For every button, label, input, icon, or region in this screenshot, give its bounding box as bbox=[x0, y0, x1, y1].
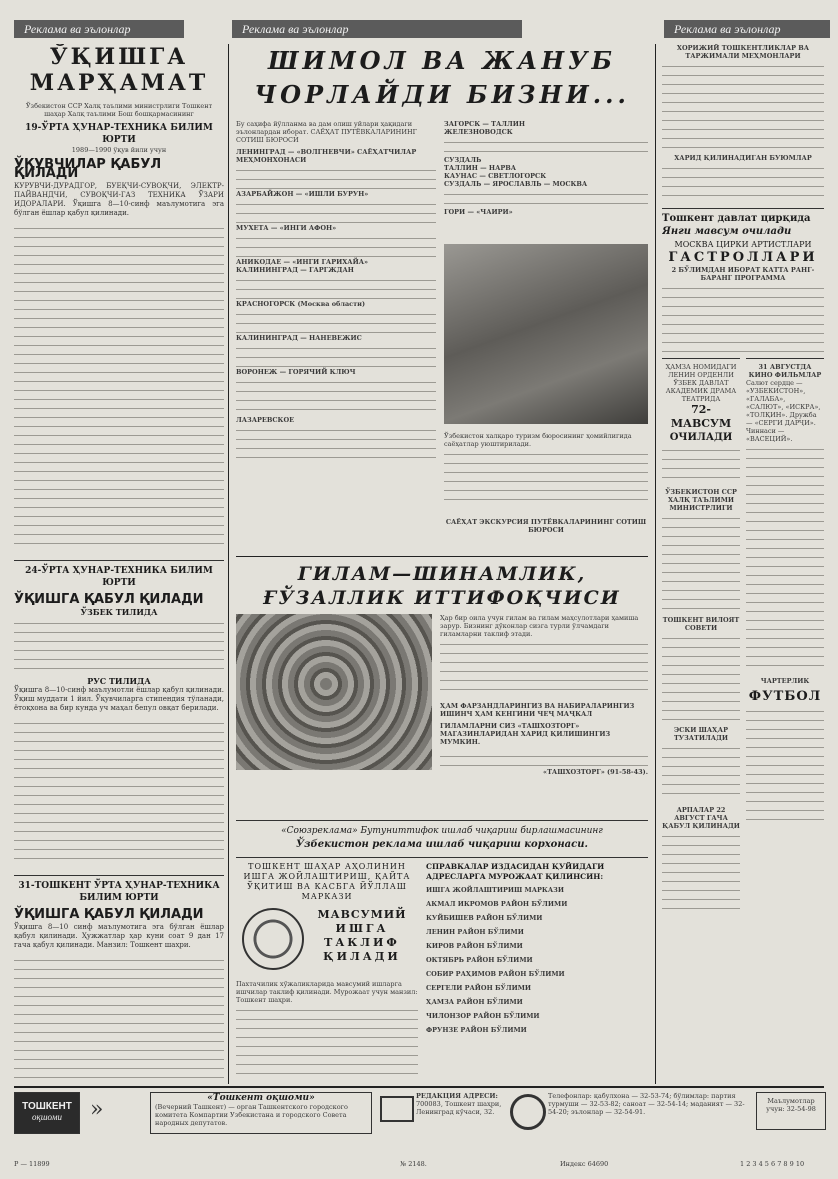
route-item: ЛЕНИНГРАД — «ВОЛГНЕВЧИ» САЁҲАТЧИЛАР МЕҲМОНХОНАСИ bbox=[236, 148, 417, 164]
circus-prog: 2 БЎЛИМДАН ИБОРАТ КАТТА РАНГ-БАРАНГ ПРОГРАММА bbox=[671, 266, 815, 282]
headline-marhamat: МАРҲАМАТ bbox=[29, 70, 209, 96]
admit2-uzbek-lines bbox=[14, 617, 224, 677]
districts-head: СПРАВКАЛАР ИЗДАСИДАН ҚУЙИДАГИ АДРЕСЛАРГА МУРОЖААТ ҚИЛИНСИН: bbox=[426, 862, 605, 881]
route-details bbox=[236, 232, 436, 258]
jobs-org: ТОШКЕНТ ШАҲАР АҲОЛИНИН ИШГА ЖОЙЛАШТИРИШ, ҚАЙТА ЎҚИТИШ ВА КАСБГА ЙЎЛЛАШ МАРКАЗИ bbox=[243, 862, 411, 901]
theatre-name: ҲАМЗА НОМИДАГИ ЛЕНИН ОРДЕНЛИ ЎЗБЕК ДАВЛАТ АКАДЕМИК ДРАМА ТЕАТРИДА bbox=[665, 363, 737, 403]
district-item: ЧИЛОНЗОР РАЙОН БЎЛИМИ bbox=[426, 1012, 540, 1020]
jobs-big-4: ҚИЛАДИ bbox=[323, 950, 401, 963]
lang-uzbek: ЎЗБЕК ТИЛИДА bbox=[80, 607, 158, 617]
route-item: СУЗДАЛЬ bbox=[444, 156, 482, 164]
footer-digits: 1 2 3 4 5 6 7 8 9 10 bbox=[740, 1160, 805, 1168]
route-details bbox=[444, 136, 648, 156]
school1-year: 1989—1990 ўқув йили учун bbox=[71, 146, 167, 154]
jobs-body: Пахтачилик хўжаликларида мавсумий ишларга ишчилар таклиф қилинади. Мурожаат учун манзил: Тошкент шаҳри. bbox=[236, 980, 418, 1004]
photo-caption-lines bbox=[444, 448, 648, 508]
footer-rule bbox=[14, 1086, 824, 1088]
notice-purchase-lines bbox=[662, 162, 824, 202]
cinema-head: 31 АВГУСТДА КИНО ФИЛЬМЛАР bbox=[748, 363, 822, 379]
footer-paper-text: (Вечерний Ташкент) — орган Ташкентского городского комитета Компартии Узбекистана и городского Совета народных депутатов. bbox=[155, 1103, 348, 1127]
footer-index: Индекс 64690 bbox=[560, 1160, 609, 1168]
theatre-lines bbox=[662, 444, 740, 484]
circus-lines bbox=[662, 282, 824, 352]
circus-head3: ГАСТРОЛЛАРИ bbox=[668, 250, 818, 265]
routes-list-right bbox=[444, 120, 648, 216]
notice-region-lines bbox=[662, 632, 740, 722]
photo-carpet bbox=[236, 614, 432, 770]
notice-oldcity: ЭСКИ ШАҲАР ТУЗАТИЛАДИ bbox=[673, 726, 729, 742]
footer-address-head: РЕДАКЦИЯ АДРЕСИ: bbox=[416, 1092, 498, 1100]
route-details bbox=[236, 424, 436, 464]
route-item: КАЛИНИНГРАД — ГАРГЖДАН bbox=[236, 266, 354, 274]
route-item: КАУНАС — СВЕТЛОГОРСК bbox=[444, 172, 547, 180]
headline-shimol: ШИМОЛ ВА ЖАНУБ ЧОРЛАЙДИ БИЗНИ... bbox=[254, 46, 630, 109]
jobs-block bbox=[236, 862, 418, 1082]
district-item: ҲАМЗА РАЙОН БЎЛИМИ bbox=[426, 998, 523, 1006]
slogan-line1: «Союзреклама» Бутуниттифок ишлаб чиқариш бирлашмасининг bbox=[281, 826, 603, 836]
column-divider-left bbox=[228, 44, 229, 1084]
carpet-shop: ГИЛАМЛАРНИ СИЗ «ТАШХОЗТОРГ» МАГАЗИНЛАРИДАН ХАРИД ҚИЛИШИНГИЗ МУМКИН. bbox=[440, 722, 611, 746]
cinema-lines bbox=[746, 443, 824, 673]
route-details bbox=[236, 376, 436, 416]
school2-name: 24-ЎРТА ҲУНАР-ТЕХНИКА БИЛИМ ЮРТИ bbox=[14, 560, 224, 589]
admit1-heading: ЎҚУВЧИЛАР ҚАБУЛ ҚИЛАДИ bbox=[14, 157, 162, 181]
admit1-body-lines bbox=[14, 222, 224, 552]
route-details bbox=[444, 188, 648, 208]
slogan-block bbox=[236, 820, 648, 858]
intro-text: Ўзбекистон ССР Халқ таълими министрлиги Тошкент шаҳар Халқ таълими Бош бошқармасининг bbox=[25, 102, 213, 118]
notice-foreign-lines bbox=[662, 60, 824, 150]
footer-code-left: Р — 11899 bbox=[14, 1160, 50, 1168]
carpet-shop-lines bbox=[440, 750, 648, 768]
footer-address bbox=[416, 1092, 506, 1116]
carpet-body: Ҳар бир оила учун гилам ва гилам маҳсулотлари ҳамиша зарур. Бизнинг дўконлар сизга турли ўлчамдаги гиламларни таклиф этади. bbox=[440, 614, 639, 638]
district-item: СОБИР РАҲИМОВ РАЙОН БЎЛИМИ bbox=[426, 970, 565, 978]
route-item: КАЛИНИНГРАД — НАНЕВЕЖИС bbox=[236, 334, 362, 342]
carpet-call: ҲАМ ФАРЗАНДЛАРИНГИЗ ВА НАБИРАЛАРИНГИЗ ИШИНЧ ҲАМ КЕНГИНИ ЧЕҶ МАҶКАЛ bbox=[440, 702, 635, 718]
notice-purchase: ХАРИД ҚИЛИНАДИГАН БУЮМЛАР bbox=[674, 154, 812, 162]
cinema-block bbox=[746, 358, 824, 825]
travel-bureau: САЁҲАТ ЭКСКУРСИЯ ПУТЁВКАЛАРИНИНГ СОТИШ БЮРОСИ bbox=[445, 518, 647, 534]
banner-middle: Реклама ва эълонлар bbox=[232, 20, 522, 38]
route-details bbox=[236, 274, 436, 300]
districts-block bbox=[426, 862, 648, 1082]
carpet-body-lines bbox=[440, 638, 648, 698]
jobs-big-1: МАВСУМИЙ bbox=[317, 908, 407, 921]
center-top-block bbox=[236, 44, 648, 554]
school3-name: 31-ТОШКЕНТ ЎРТА ҲУНАР-ТЕХНИКА БИЛИМ ЮРТИ bbox=[14, 875, 224, 904]
footer-info-box bbox=[756, 1092, 826, 1130]
district-item: СЕРГЕЛИ РАЙОН БЎЛИМИ bbox=[426, 984, 532, 992]
district-item: ЛЕНИН РАЙОН БЎЛИМИ bbox=[426, 928, 524, 936]
route-details bbox=[236, 164, 436, 190]
phone-icon bbox=[510, 1094, 546, 1130]
right-column bbox=[662, 44, 824, 1084]
admit1-body: КУРУВЧИ-ДУРАДГОР, БУЕҚЧИ-СУВОҚЧИ, ЭЛЕКТР-ПАЙВАНДЧИ, СУВОҚЧИ-ГАЗ ТЕХНИКА ЎЗАРИ ИДОРАЛАРИ. Ўқишга 8—10-синф маълумотига эга бўлган ёшлар қабул қилинади. bbox=[14, 182, 224, 217]
envelope-icon bbox=[380, 1096, 414, 1122]
footer-address-text: 700083, Тошкент шаҳри, Ленинград кўчаси, 32. bbox=[416, 1100, 502, 1116]
notice-ministry: ЎЗБЕКИСТОН ССР ХАЛҚ ТАЪЛИМИ МИНИСТРЛИГИ bbox=[665, 488, 737, 512]
route-item: МУХЕТА — «ИНГИ АФОН» bbox=[236, 224, 337, 232]
notice-foreign-guests: ХОРИЖИЙ ТОШКЕНТЛИКЛАР ВА ТАРЖИМАЛИ МЕҲМОНЛАРИ bbox=[676, 44, 810, 60]
admit3-heading: ЎҚИШГА ҚАБУЛ ҚИЛАДИ bbox=[14, 907, 204, 922]
route-item: ЗАГОРСК — ТАЛЛИН bbox=[444, 120, 526, 128]
banner-left: Реклама ва эълонлар bbox=[14, 20, 184, 38]
notice-charter: ЧАРТЕРЛИК bbox=[760, 677, 810, 685]
notice-ministry-lines bbox=[662, 512, 740, 612]
emblem-icon bbox=[242, 908, 304, 970]
district-item: ИШГА ЖОЙЛАШТИРИШ МАРКАЗИ bbox=[426, 886, 564, 894]
center-mid-block bbox=[236, 562, 648, 816]
jobs-body-lines bbox=[236, 1004, 418, 1074]
admit3-body-lines bbox=[14, 954, 224, 1082]
divider-center-1 bbox=[236, 556, 648, 557]
route-item: ЛАЗАРЕВСКОЕ bbox=[236, 416, 295, 424]
notice-applications: АРПАЛАР 22 АВГУСТ ГАЧА ҚАБУЛ ҚИЛИНАДИ bbox=[662, 806, 740, 830]
theatre-season: 72-МАВСУМ bbox=[670, 403, 732, 430]
theatre-season2: ОЧИЛАДИ bbox=[669, 432, 733, 443]
jobs-big-2: ИШГА bbox=[335, 922, 389, 935]
arrows-icon: » bbox=[90, 1097, 104, 1122]
route-item: ЖЕЛЕЗНОВОДСК bbox=[444, 128, 513, 136]
district-item: КУЙБИШЕВ РАЙОН БЎЛИМИ bbox=[426, 914, 543, 922]
admit2-heading: ЎҚИШГА ҚАБУЛ ҚИЛАДИ bbox=[14, 592, 204, 607]
footer-info-text: Маълумотлар учун: 32-54-98 bbox=[766, 1097, 816, 1113]
column-divider-right bbox=[655, 44, 656, 1084]
route-item: ВОРОНЕЖ — ГОРЯЧИЙ КЛЮЧ bbox=[236, 368, 356, 376]
jobs-big-3: ТАКЛИФ bbox=[324, 936, 400, 949]
banner-right: Реклама ва эълонлар bbox=[664, 20, 830, 38]
headline-uqishga: ЎҚИШГА bbox=[49, 44, 189, 70]
lang-russian: РУС ТИЛИДА bbox=[87, 676, 151, 686]
footer-code-mid: № 2148. bbox=[400, 1160, 427, 1168]
headline-gilam: ГИЛАМ—ШИНАМЛИК, ҒЎЗАЛЛИК ИТТИФОҚЧИСИ bbox=[263, 563, 621, 609]
admit2-body-lines bbox=[14, 717, 224, 867]
routes-list-left bbox=[236, 148, 436, 464]
admit3-body: Ўқишга 8—10 синф маълумотига эга бўлган ёшлар қабул қилинади. Ҳужжатлар ҳар куни соат 9 дан 17 гача қабул қилинади. Манзил: Тошкент шаҳри. bbox=[14, 923, 224, 949]
circus-head1: Янги мавсум очилади bbox=[662, 226, 792, 237]
route-item: СУЗДАЛЬ — ЯРОСЛАВЛЬ — МОСКВА bbox=[444, 180, 588, 188]
circus-head2: МОСКВА ЦИРКИ АРТИСТЛАРИ bbox=[674, 240, 812, 249]
route-item: ГОРИ — «ЧАИРИ» bbox=[444, 208, 513, 216]
route-details bbox=[236, 308, 436, 334]
route-item: КРАСНОГОРСК (Москва области) bbox=[236, 300, 366, 308]
footer-logo bbox=[14, 1092, 80, 1134]
circus-block bbox=[662, 208, 824, 352]
district-item: КИРОВ РАЙОН БЎЛИМИ bbox=[426, 942, 523, 950]
slogan-line2: Ўзбекистон реклама ишлаб чиқариш корхонаси. bbox=[296, 839, 588, 850]
football-head: ФУТБОЛ bbox=[748, 689, 822, 704]
theatre-block bbox=[662, 358, 740, 910]
carpet-sign: «ТАШХОЗТОРГ» (91-58-43). bbox=[543, 768, 648, 776]
travel-intro: Бу саҳифа йўлланма ва дам олиш уйлари ҳақидаги эълонлардан иборат. САЁҲАТ ПУТЁВКАЛАРИНИНГ СОТИШ БЮРОСИ bbox=[236, 120, 417, 144]
left-column bbox=[14, 44, 224, 1082]
route-details bbox=[236, 198, 436, 224]
notice-applications-lines bbox=[662, 830, 740, 910]
footer-phones: Телефонлар: қабулхона — 32-53-74; бўлимлар: партия турмуши — 32-53-82; саноат — 32-54-14; маданият — 32-54-20; эълонлар — 32-54-91. bbox=[548, 1092, 745, 1116]
route-item: ТАЛЛИН — НАРВА bbox=[444, 164, 517, 172]
footer-logo-sub: оқшоми bbox=[32, 1112, 62, 1122]
school1-name: 19-ЎРТА ҲУНАР-ТЕХНИКА БИЛИМ ЮРТИ bbox=[25, 123, 213, 145]
football-lines bbox=[746, 705, 824, 825]
route-item: АЗАРБАЙЖОН — «ИШЛИ БУРУН» bbox=[236, 190, 369, 198]
footer-logo-title: ТОШКЕНТ bbox=[22, 1101, 72, 1112]
notice-region: ТОШКЕНТ ВИЛОЯТ СОВЕТИ bbox=[662, 616, 740, 632]
route-details bbox=[236, 342, 436, 368]
photo-traveller bbox=[444, 244, 648, 424]
district-item: АКМАЛ ИКРОМОВ РАЙОН БЎЛИМИ bbox=[426, 900, 568, 908]
footer-paper-title: «Тошкент оқшоми» bbox=[207, 1093, 315, 1103]
cinema-list: Салют сердце — «УЗБЕКИСТОН», «ГАЛАБА», «САЛЮТ», «ИСКРА», «ТОЛҚИН». Дружба — «СЕРГИ ДАРҶИ». Чиннаси — «ВАСЕЦИЙ». bbox=[746, 379, 821, 443]
district-item: ОКТЯБРЬ РАЙОН БЎЛИМИ bbox=[426, 956, 533, 964]
carpet-text-block bbox=[440, 614, 648, 776]
route-item: АНИКОДАЕ — «ИНГИ ГАРИХАЙА» bbox=[236, 258, 369, 266]
district-item: ФРУНЗЕ РАЙОН БЎЛИМИ bbox=[426, 1026, 527, 1034]
notice-oldcity-lines bbox=[662, 742, 740, 802]
circus-org: Тошкент давлат цирқида bbox=[662, 213, 811, 224]
footer-paper-box bbox=[150, 1092, 372, 1134]
admit2-body: Ўқишга 8—10-синф маълумотли ёшлар қабул қилинади. Ўқиш муддати 1 йил. Ўқувчиларга стипендия тўланади, ётоқхона ва бир кунда уч маҳал бепул овқат берилади. bbox=[14, 686, 224, 712]
photo-caption: Ўзбекистон халқаро туризм бюросининг ҳомийлигида саёҳатлар уюштирилади. bbox=[444, 432, 632, 448]
